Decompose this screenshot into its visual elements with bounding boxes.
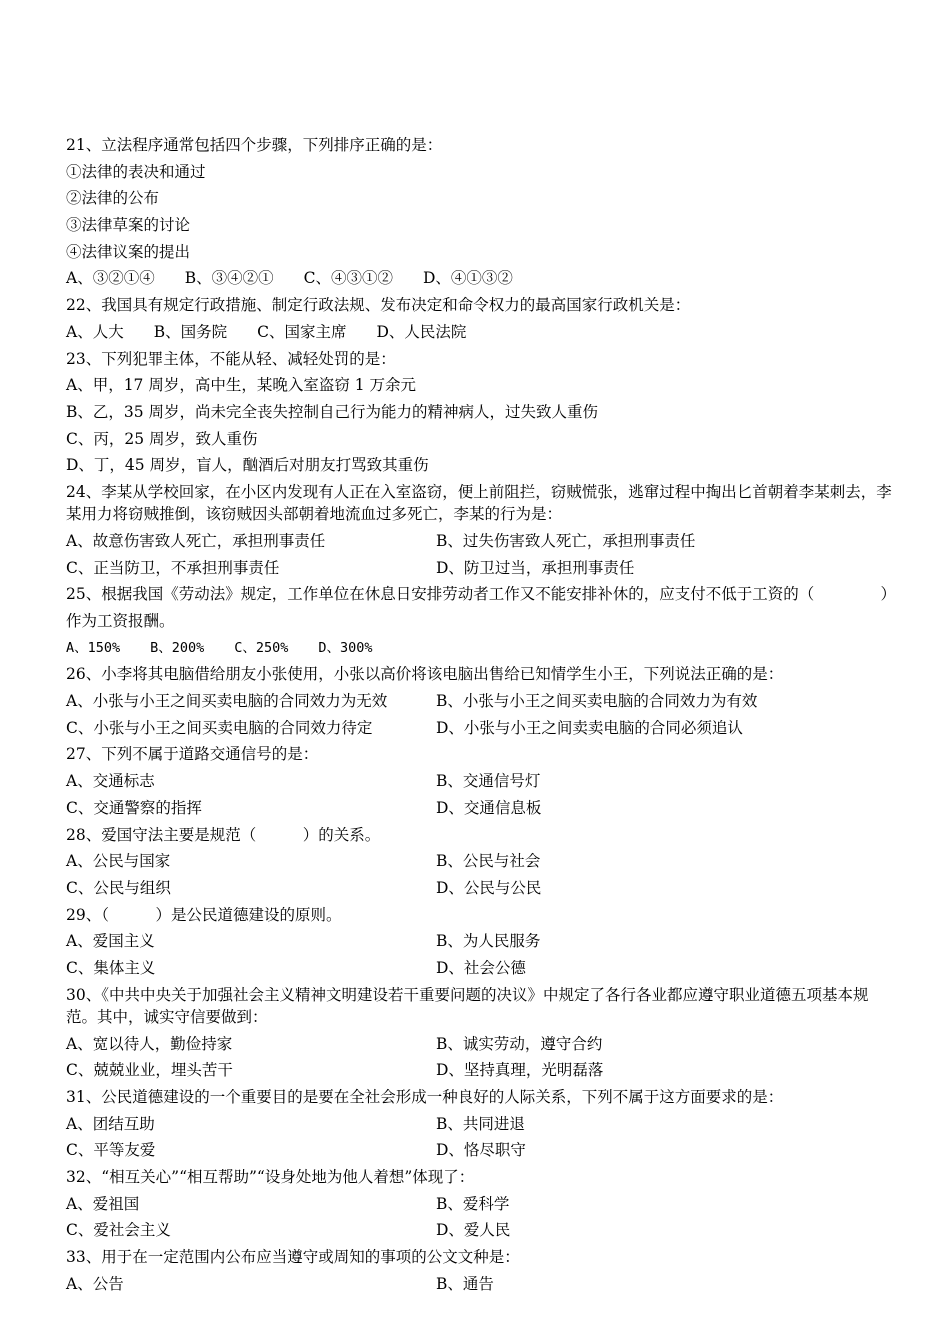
option: A、公民与国家	[66, 852, 171, 871]
option: D、防卫过当，承担刑事责任	[436, 558, 635, 577]
option: B、200%	[150, 639, 205, 656]
options-row	[66, 1057, 896, 1084]
option: A、宽以待人，勤俭持家	[66, 1034, 233, 1053]
option: C、正当防卫，不承担刑事责任	[66, 558, 280, 577]
statement-item: ④法律议案的提出	[66, 242, 191, 261]
question-stem: 33、用于在一定范围内公布应当遵守或周知的事项的公文文种是：	[66, 1248, 520, 1267]
option: C、公民与组织	[66, 878, 171, 897]
question-stem: 32、“相互关心”“相互帮助”“设身处地为他人着想”体现了：	[66, 1168, 475, 1187]
options-row	[66, 795, 896, 822]
option: C、爱社会主义	[66, 1221, 171, 1240]
options-row	[66, 848, 896, 875]
question-stem-part: ）	[880, 585, 896, 604]
statement-item: ①法律的表决和通过	[66, 162, 206, 181]
option: D、小张与小王之间卖卖电脑的合同必须追认	[436, 718, 743, 737]
option: B、为人民服务	[436, 932, 541, 951]
question-stem: 21、立法程序通常包括四个步骤，下列排序正确的是：	[66, 136, 443, 154]
option: C、小张与小王之间买卖电脑的合同效力待定	[66, 718, 373, 737]
options-row	[66, 768, 896, 795]
options-inline	[66, 635, 896, 662]
option: B、爱科学	[436, 1194, 510, 1213]
option: B、通告	[436, 1274, 494, 1293]
option: B、交通信号灯	[436, 772, 541, 791]
option: B、共同进退	[436, 1114, 525, 1133]
options-inline	[66, 265, 896, 292]
option: D、300%	[318, 639, 373, 656]
option: C、交通警察的指挥	[66, 798, 202, 817]
option: A、故意伤害致人死亡，承担刑事责任	[66, 531, 326, 550]
option: A、交通标志	[66, 772, 155, 791]
options-row	[66, 1031, 896, 1058]
option: D、丁，45 周岁，盲人，酗酒后对朋友打骂致其重伤	[66, 456, 429, 475]
option: D、④①③②	[422, 269, 513, 288]
question-stem: 29、（ ）是公民道德建设的原则。	[66, 905, 342, 924]
option: B、③④②①	[184, 269, 274, 288]
statement-item: ③法律草案的讨论	[66, 216, 191, 235]
option: A、③②①④	[66, 269, 155, 288]
question-stem-part: 25、根据我国《劳动法》规定，工作单位在休息日安排劳动者工作又不能安排补休的，应支付不低于工资的（	[66, 585, 815, 604]
options-row	[66, 928, 896, 955]
options-row	[66, 955, 896, 982]
options-row	[66, 1217, 896, 1244]
option: A、小张与小王之间买卖电脑的合同效力为无效	[66, 692, 388, 711]
statement-item: ②法律的公布	[66, 189, 160, 208]
options-row	[66, 1137, 896, 1164]
option: A、爱国主义	[66, 932, 155, 951]
options-row	[66, 555, 896, 582]
option: A、150%	[66, 639, 121, 656]
option: D、人民法院	[376, 322, 467, 341]
option: C、国家主席	[257, 322, 347, 341]
question-stem: 22、我国具有规定行政措施、制定行政法规、发布决定和命令权力的最高国家行政机关是：	[66, 296, 691, 315]
question-stem: 27、下列不属于道路交通信号的是：	[66, 745, 319, 764]
option: B、乙，35 周岁，尚未完全丧失控制自己行为能力的精神病人，过失致人重伤	[66, 402, 599, 421]
option: C、250%	[234, 639, 289, 656]
options-row	[66, 1191, 896, 1218]
option: D、交通信息板	[436, 798, 542, 817]
option: A、团结互助	[66, 1114, 155, 1133]
question-stem	[66, 581, 896, 608]
option: C、集体主义	[66, 958, 156, 977]
question-stem: 26、小李将其电脑借给朋友小张使用，小张以高价将该电脑出售给已知情学生小王，下列说法正确的是：	[66, 665, 784, 684]
option: A、甲，17 周岁，高中生，某晚入室盗窃 1 万余元	[66, 376, 417, 395]
option: D、爱人民	[436, 1221, 511, 1240]
option: C、丙，25 周岁，致人重伤	[66, 429, 258, 448]
question-stem: 23、下列犯罪主体，不能从轻、减轻处罚的是：	[66, 349, 396, 368]
option: B、国务院	[153, 322, 228, 341]
option: D、恪尽职守	[436, 1141, 526, 1160]
option: A、公告	[66, 1274, 124, 1293]
options-row	[66, 688, 896, 715]
question-stem: 31、公民道德建设的一个重要目的是要在全社会形成一种良好的人际关系，下列不属于这方面要求的是：	[66, 1088, 784, 1106]
question-list	[66, 132, 896, 1298]
option: D、坚持真理，光明磊落	[436, 1061, 604, 1080]
option: D、社会公德	[436, 958, 526, 977]
option: B、诚实劳动，遵守合约	[436, 1034, 603, 1053]
option: C、平等友爱	[66, 1141, 156, 1160]
option: B、小张与小王之间买卖电脑的合同效力为有效	[436, 692, 758, 711]
question-stem: 30、《中共中央关于加强社会主义精神文明建设若干重要问题的决议》中规定了各行各业都应遵守职业道德五项基本规范。其中，诚实守信要做到：	[66, 985, 869, 1026]
option: C、④③①②	[303, 269, 393, 288]
options-row	[66, 715, 896, 742]
option: B、过失伤害致人死亡，承担刑事责任	[436, 531, 696, 550]
options-inline	[66, 319, 896, 346]
option: A、人大	[66, 322, 124, 341]
option: C、兢兢业业，埋头苦干	[66, 1061, 233, 1080]
option: D、公民与公民	[436, 878, 542, 897]
option: B、公民与社会	[436, 852, 541, 871]
options-row	[66, 1111, 896, 1138]
options-row	[66, 528, 896, 555]
options-row	[66, 875, 896, 902]
question-stem-continued: 作为工资报酬。	[66, 612, 175, 630]
options-row	[66, 1271, 896, 1298]
question-stem: 24、李某从学校回家，在小区内发现有人正在入室盗窃，便上前阻拦，窃贼慌张，逃窜过程中掏出匕首朝着李某刺去，李某用力将窃贼推倒，该窃贼因头部朝着地流血过多死亡，李某的行为是：	[66, 482, 892, 523]
option: A、爱祖国	[66, 1194, 140, 1213]
question-stem: 28、爱国守法主要是规范（ ）的关系。	[66, 825, 381, 844]
